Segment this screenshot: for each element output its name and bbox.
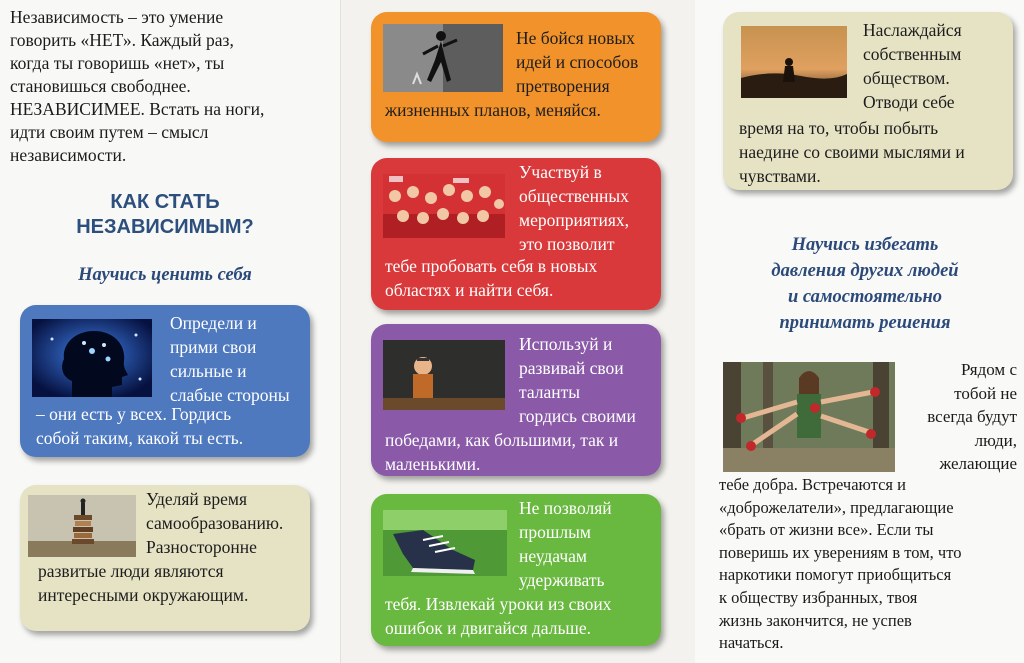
girl-with-apples-icon [723,362,895,472]
card-line: таланты [519,382,581,402]
pressure-text-right [905,358,1017,476]
pressure-line: всегда будут [927,407,1017,426]
intro-paragraph [10,6,304,167]
card-text-right [146,487,306,559]
card-line: Определи и [170,313,257,333]
subheading-line: Научись избегать [791,235,939,255]
child-blackboard-icon [383,340,505,410]
card-line: неудачам [519,546,587,566]
card-line: Отводи себе [863,92,955,112]
card-text-right [516,26,661,98]
main-heading-line: КАК СТАТЬ [110,191,220,213]
pressure-line: тебе добра. Встречаются и [719,475,906,494]
card-line: самообразованию. [146,513,284,533]
pressure-line: Рядом с [960,360,1017,379]
card-text-right [170,311,305,407]
sneaker-icon [383,510,507,576]
card-line: Разносторонне [146,537,257,557]
card-line: собой таким, какой ты есть. [36,428,244,448]
card-line: Не бойся новых [516,28,635,48]
card-strengths [20,305,310,457]
crowd-icon [383,174,505,238]
card-line: Уделяй время [146,489,248,509]
right-panel [695,0,1024,663]
dancer-icon [383,24,503,92]
card-line: – они есть у всех. Гордись [36,404,232,424]
main-heading [20,190,310,240]
subheading-line: давления других людей [771,261,959,281]
pressure-line: «доброжелатели», предлагающие [719,497,954,517]
sunset-silhouette-icon [741,26,847,98]
card-text-full [385,428,659,476]
pressure-text-full [719,474,1017,655]
card-line: победами, как большими, так и [385,430,619,450]
card-public-events [371,158,661,310]
intro-line: НЕЗАВИСИМЕЕ. Встать на ноги, [10,99,265,119]
card-education [20,485,310,631]
pressure-line: жизнь закончится, не успев [719,610,912,630]
pressure-line: начаться. [719,633,784,653]
card-text-full [385,98,657,122]
card-line: претворения [516,76,610,96]
pressure-line: к обществу избранных, твоя [719,587,918,607]
card-line: Не позволяй [519,498,612,518]
card-line: областях и найти себя. [385,280,554,300]
card-line: развитые люди являются [38,561,224,581]
intro-line: идти своим путем – смысл [10,122,209,142]
card-line: Участвуй в [519,162,602,182]
card-line: тебя. Извлекай уроки из своих [385,594,612,614]
card-line: развивай свои [519,358,624,378]
pressure-line: наркотики помогут приобщиться [719,565,952,585]
card-text-full [385,254,659,302]
card-line: гордись своими [519,406,636,426]
card-line: время на то, чтобы побыть [739,118,939,138]
card-line: ошибок и двигайся дальше. [385,618,592,638]
card-line: сильные и [170,361,247,381]
subheading-avoid-pressure [715,232,1015,336]
card-line: чувствами. [739,166,821,186]
card-line: общественных [519,186,629,206]
pressure-line: тобой не [954,383,1017,403]
intro-line: говорить «НЕТ». Каждый раз, [10,30,234,50]
card-line: собственным [863,44,962,64]
middle-panel [340,0,697,663]
intro-line: независимости. [10,145,127,165]
intro-line: становишься свободнее. [10,76,191,96]
pressure-line: «брать от жизни все». Если ты [719,520,934,540]
head-brain-icon [32,319,152,397]
card-text-right [519,332,661,428]
card-line: прошлым [519,522,591,542]
card-text-right [519,160,661,256]
subheading-line: принимать решения [779,313,951,333]
left-panel [0,0,340,663]
card-failures [371,494,661,646]
pressure-line: люди, [974,430,1017,450]
subheading-value-yourself: Научись ценить себя [78,265,252,285]
card-line: удерживать [519,570,605,590]
card-text-full [38,559,308,607]
card-text-full [36,402,306,450]
card-new-ideas [371,12,661,142]
card-line: слабые стороны [170,385,290,405]
pressure-line: поверишь их уверениям в том, что [719,542,962,562]
card-line: обществом. [863,68,950,88]
card-line: идей и способов [516,52,639,72]
intro-line: когда ты говоришь «нет», ты [10,53,225,73]
subheading-line: и самостоятельно [787,287,943,307]
card-line: жизненных планов, меняйся. [385,100,601,120]
card-line: это позволит [519,234,615,254]
pressure-line: желающие [939,454,1017,473]
card-line: наедине со своими мыслями и [739,142,965,162]
card-line: Используй и [519,334,613,354]
card-line: Наслаждайся [863,20,962,40]
main-heading-line: НЕЗАВИСИМЫМ? [76,216,254,238]
card-own-company [723,12,1013,190]
card-line: маленькими. [385,454,481,474]
card-talents [371,324,661,476]
card-line: тебе пробовать себя в новых [385,256,598,276]
card-line: мероприятиях, [519,210,630,230]
card-text-right [519,496,661,592]
card-line: интересными окружающим. [38,585,249,605]
intro-line: Независимость – это умение [10,7,224,27]
card-text-full [385,592,659,640]
books-stack-icon [28,495,136,557]
card-text-full [739,116,1011,188]
card-line: прими свои [170,337,257,357]
card-text-right [863,18,1011,114]
